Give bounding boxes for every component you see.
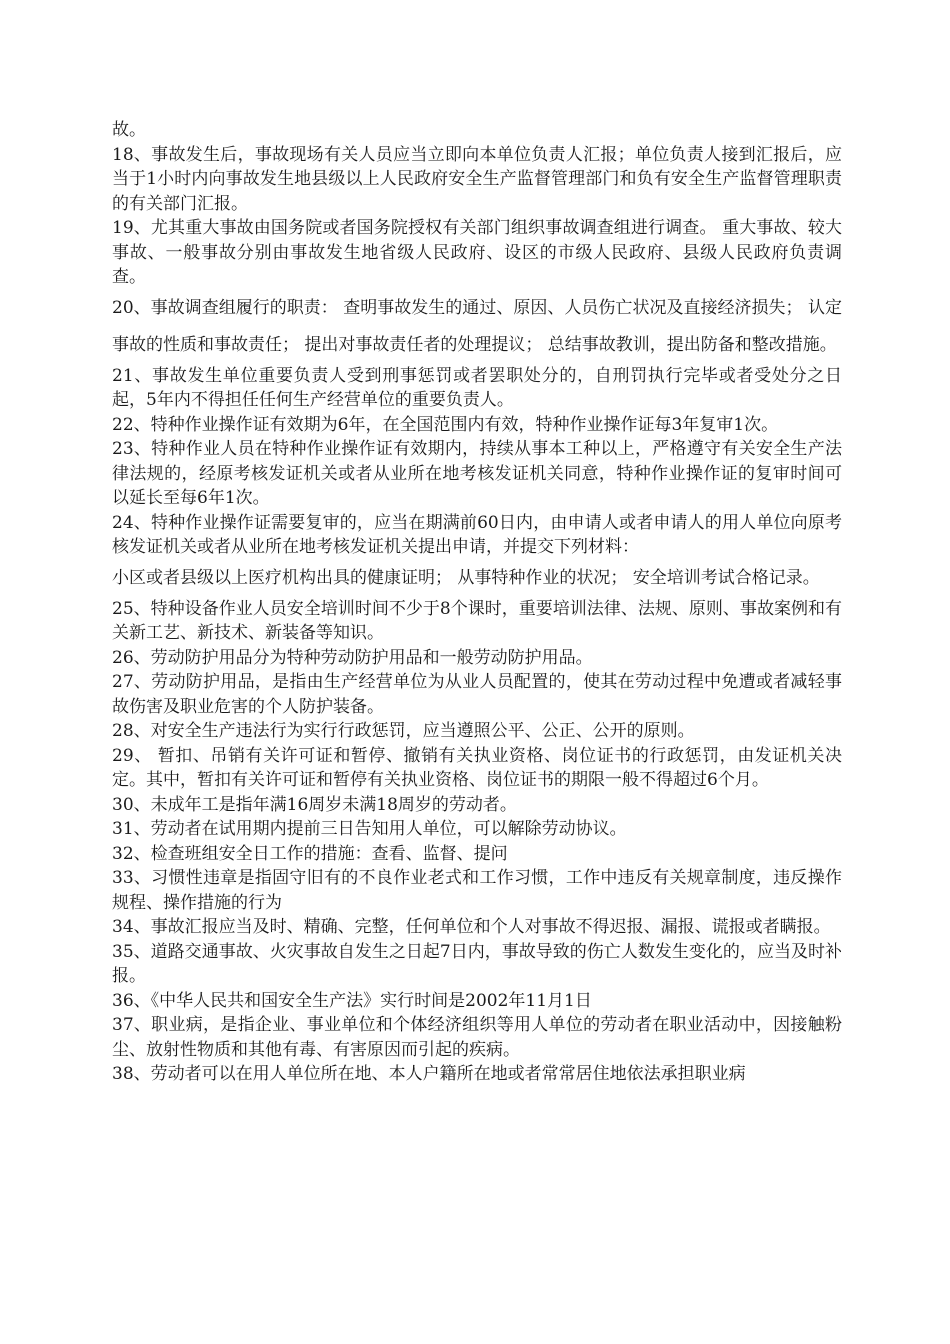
item-26: 26、劳动防护用品分为特种劳动防护用品和一般劳动防护用品。 (112, 647, 593, 668)
item-18: 18、事故发生后，事故现场有关人员应当立即向本单位负责人汇报；单位负责人接到汇报后，应当于1小时内向事故发生地县级以上人民政府安全生产监督管理部门和负有安全生产监督管理职责的有关部门汇报。 (112, 144, 842, 214)
item-21: 21、事故发生单位重要负责人受到刑事惩罚或者罢职处分的，自刑罚执行完毕或者受处分之日起，5年内不得担任任何生产经营单位的重要负责人。 (112, 365, 842, 410)
item-27: 27、劳动防护用品，是指由生产经营单位为从业人员配置的，使其在劳动过程中免遭或者减轻事故伤害及职业危害的个人防护装备。 (112, 672, 842, 717)
item-35: 35、道路交通事故、火灾事故自发生之日起7日内，事故导致的伤亡人数发生变化的，应当及时补报。 (112, 941, 842, 986)
item-19: 19、尤其重大事故由国务院或者国务院授权有关部门组织事故调查组进行调查。 重大事故、较大事故、一般事故分别由事故发生地省级人民政府、设区的市级人民政府、县级人民政府负责调查。 (112, 218, 842, 287)
item-25: 25、特种设备作业人员安全培训时间不少于8个课时，重要培训法律、法规、原则、事故案例和有关新工艺、新技术、新装备等知识。 (112, 598, 842, 643)
item-36: 36、《中华人民共和国安全生产法》实行时间是2002年11月1日 (112, 990, 592, 1011)
item-29: 29、 暂扣、吊销有关许可证和暂停、撤销有关执业资格、岗位证书的行政惩罚，由发证机关决定。其中，暂扣有关许可证和暂停有关执业资格、岗位证书的期限一般不得超过6个月。 (112, 745, 842, 790)
item-30: 30、未成年工是指年满16周岁未满18周岁的劳动者。 (112, 794, 517, 815)
paragraph-continuation: 故。 (112, 120, 146, 140)
item-24: 24、特种作业操作证需要复审的，应当在期满前60日内，由申请人或者申请人的用人单位向原考核发证机关或者从业所在地考核发证机关提出申请，并提交下列材料： (112, 512, 842, 557)
item-23: 23、特种作业人员在特种作业操作证有效期内，持续从事本工种以上，严格遵守有关安全生产法律法规的，经原考核发证机关或者从业所在地考核发证机关同意，特种作业操作证的复审时间可以延长至每6年1次。 (112, 439, 842, 508)
item-22: 22、特种作业操作证有效期为6年，在全国范围内有效，特种作业操作证每3年复审1次。 (112, 414, 779, 435)
item-32: 32、检查班组安全日工作的措施：查看、监督、提问 (112, 843, 508, 864)
item-34: 34、事故汇报应当及时、精确、完整，任何单位和个人对事故不得迟报、漏报、谎报或者瞒报。 (112, 917, 831, 937)
item-37: 37、职业病，是指企业、事业单位和个体经济组织等用人单位的劳动者在职业活动中，因接触粉尘、放射性物质和其他有毒、有害原因而引起的疾病。 (112, 1015, 842, 1060)
document-page (112, 118, 842, 1087)
item-24-materials: 小区或者县级以上医疗机构出具的健康证明； 从事特种作业的状况； 安全培训考试合格记录。 (112, 567, 820, 588)
item-33: 33、习惯性违章是指固守旧有的不良作业老式和工作习惯，工作中违反有关规章制度，违反操作规程、操作措施的行为 (112, 868, 842, 913)
item-38: 38、劳动者可以在用人单位所在地、本人户籍所在地或者常常居住地依法承担职业病 (112, 1064, 746, 1084)
item-20: 20、事故调查组履行的职责： 查明事故发生的通过、原因、人员伤亡状况及直接经济损失； 认定事故的性质和事故责任； 提出对事故责任者的处理提议； 总结事故教训，提出防备和整改措施。 (112, 297, 842, 355)
item-31: 31、劳动者在试用期内提前三日告知用人单位，可以解除劳动协议。 (112, 819, 627, 839)
item-28: 28、对安全生产违法行为实行行政惩罚，应当遵照公平、公正、公开的原则。 (112, 721, 695, 741)
